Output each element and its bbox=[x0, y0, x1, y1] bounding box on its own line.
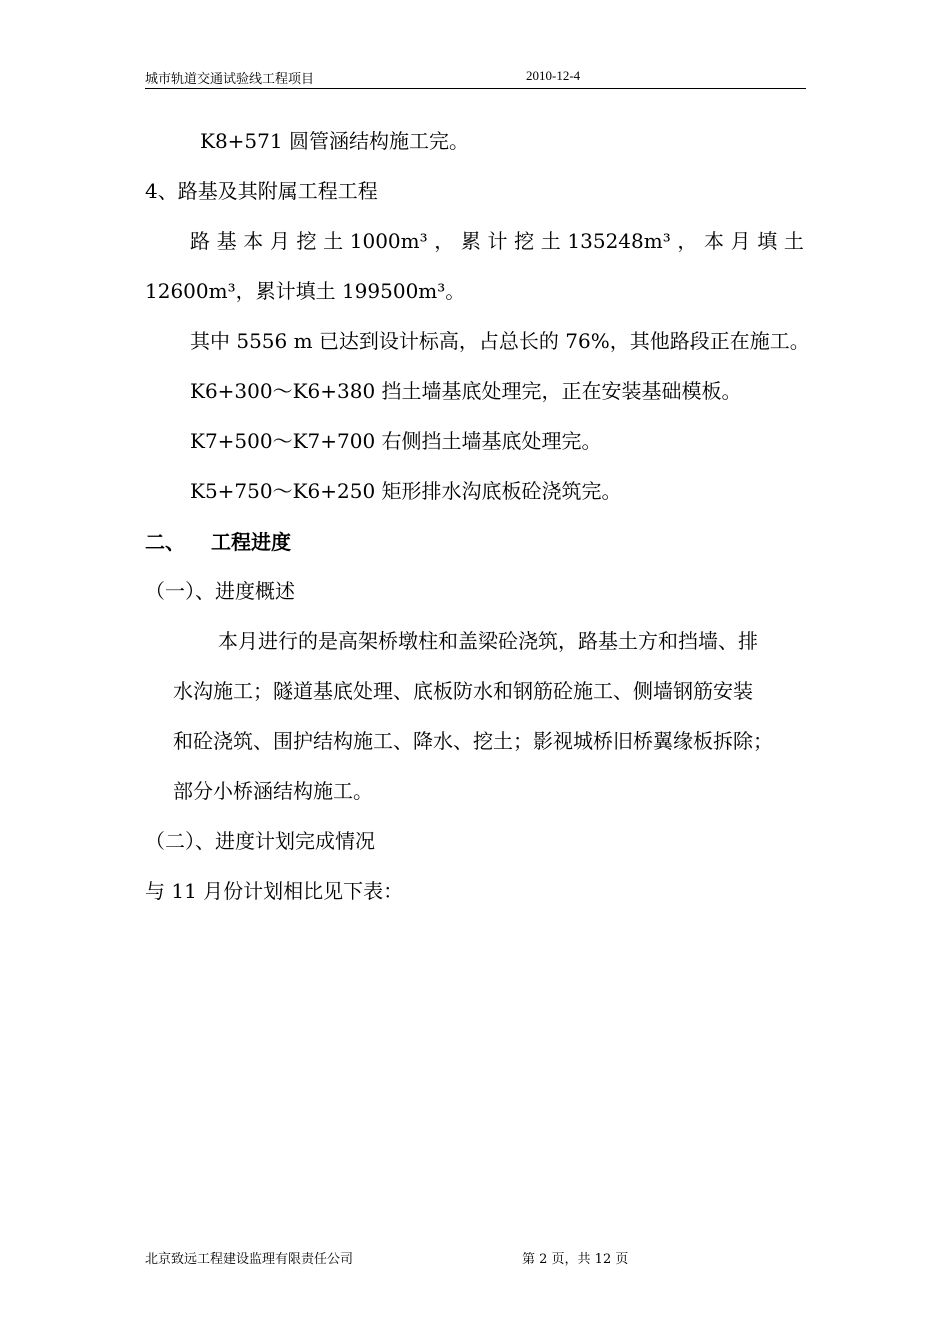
earthwork-text-fragment: 基 bbox=[216, 229, 237, 253]
paragraph-retaining-wall-k6: K6+300～K6+380 挡土墙基底处理完，正在安装基础模板。 bbox=[190, 379, 742, 403]
subsection-progress-overview: （一）、进度概述 bbox=[145, 579, 295, 603]
earthwork-text-fragment: 本 bbox=[243, 229, 264, 253]
earthwork-text-fragment: ， bbox=[677, 229, 698, 253]
header-date: 2010-12-4 bbox=[526, 68, 581, 83]
subsection-plan-completion: （二）、进度计划完成情况 bbox=[145, 829, 375, 853]
footer-company: 北京致远工程建设监理有限责任公司 bbox=[145, 1252, 354, 1267]
paragraph-overview-line4: 部分小桥涵结构施工。 bbox=[173, 779, 373, 803]
earthwork-text-fragment: 路 bbox=[190, 229, 210, 253]
paragraph-culvert: K8+571 圆管涵结构施工完。 bbox=[200, 129, 469, 153]
earthwork-text-fragment: 本 bbox=[703, 229, 724, 253]
header-project-name: 城市轨道交通试验线工程项目 bbox=[145, 72, 315, 87]
section-number-2: 二、 bbox=[145, 530, 185, 554]
earthwork-text-fragment: 土 bbox=[540, 229, 561, 253]
earthwork-text-fragment: 挖 bbox=[296, 229, 317, 253]
earthwork-text-fragment: 135248m³ bbox=[567, 229, 671, 253]
earthwork-text-fragment: 土 bbox=[783, 229, 804, 253]
earthwork-text-fragment: 1000m³ bbox=[349, 229, 428, 253]
earthwork-text-fragment: 月 bbox=[269, 229, 290, 253]
paragraph-earthwork-line1 bbox=[190, 229, 804, 253]
paragraph-drainage-ditch: K5+750～K6+250 矩形排水沟底板砼浇筑完。 bbox=[190, 479, 622, 503]
earthwork-text-fragment: 累 bbox=[460, 229, 481, 253]
section-heading-subgrade: 4、路基及其附属工程工程 bbox=[145, 179, 378, 203]
earthwork-text-fragment: 月 bbox=[730, 229, 751, 253]
paragraph-retaining-wall-k7: K7+500～K7+700 右侧挡土墙基底处理完。 bbox=[190, 429, 602, 453]
paragraph-design-elevation: 其中 5556 m 已达到设计标高，占总长的 76%，其他路段正在施工。 bbox=[190, 329, 810, 353]
earthwork-text-fragment: 计 bbox=[487, 229, 508, 253]
paragraph-overview-line3: 和砼浇筑、围护结构施工、降水、挖土；影视城桥旧桥翼缘板拆除； bbox=[173, 729, 773, 753]
earthwork-text-fragment: ， bbox=[434, 229, 455, 253]
earthwork-text-fragment: 填 bbox=[757, 229, 778, 253]
earthwork-text-fragment: 挖 bbox=[514, 229, 535, 253]
footer-page-number: 第 2 页，共 12 页 bbox=[522, 1252, 629, 1267]
page-header bbox=[145, 68, 806, 89]
paragraph-overview-line2: 水沟施工；隧道基底处理、底板防水和钢筋砼施工、侧墙钢筋安装 bbox=[173, 679, 753, 703]
earthwork-text-fragment: 土 bbox=[323, 229, 344, 253]
section-title-progress: 工程进度 bbox=[211, 530, 291, 554]
paragraph-earthwork-line2: 12600m³，累计填土 199500m³。 bbox=[145, 279, 466, 303]
paragraph-comparison-intro: 与 11 月份计划相比见下表： bbox=[145, 879, 404, 903]
paragraph-overview-line1: 本月进行的是高架桥墩柱和盖梁砼浇筑，路基土方和挡墙、排 bbox=[218, 629, 758, 653]
